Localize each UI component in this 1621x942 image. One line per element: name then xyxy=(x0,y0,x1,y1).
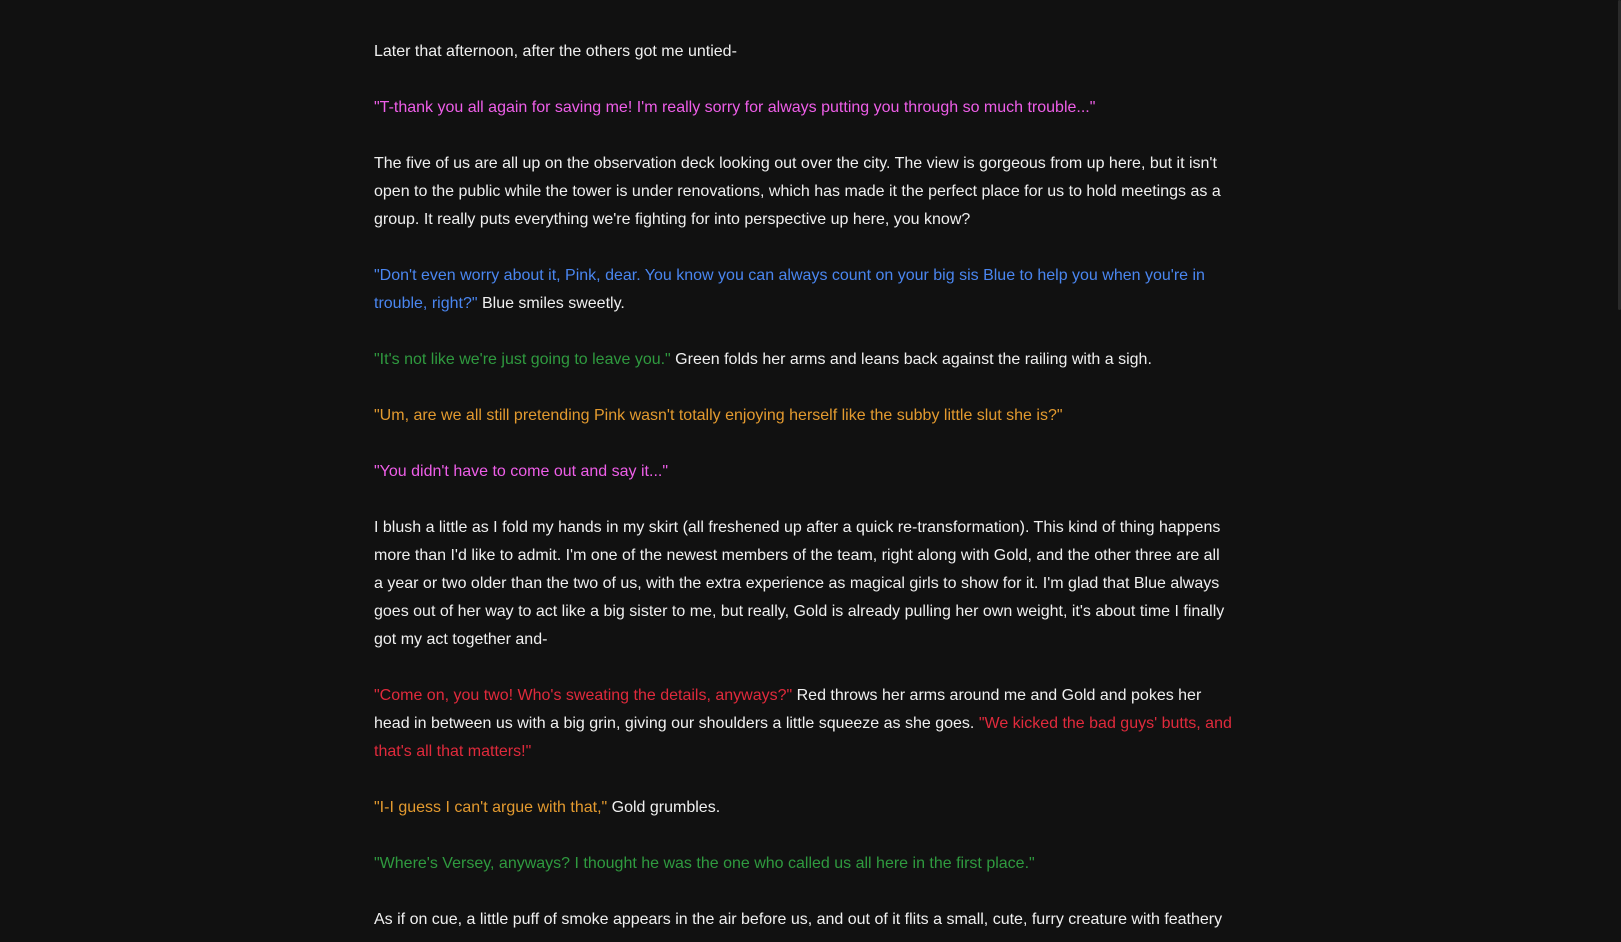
story-text xyxy=(374,38,1232,942)
dialogue-gold: "Um, are we all still pretending Pink wasn't totally enjoying herself like the subby little slut she is?" xyxy=(374,407,1063,424)
paragraph xyxy=(374,514,1232,654)
paragraph xyxy=(374,682,1232,766)
narration-text: Gold grumbles. xyxy=(607,799,721,816)
narration-text: Red throws her arms around me and Gold and pokes her head in between us with a big grin, giving our shoulders a little squeeze as she goes. xyxy=(374,687,1202,732)
narration-text: Green folds her arms and leans back against the railing with a sigh. xyxy=(670,351,1152,368)
vertical-scrollbar[interactable] xyxy=(1613,0,1621,942)
dialogue-red: "Come on, you two! Who's sweating the details, anyways?" xyxy=(374,687,793,704)
paragraph xyxy=(374,346,1232,374)
paragraph xyxy=(374,794,1232,822)
paragraph xyxy=(374,262,1232,318)
dialogue-pink: "T-thank you all again for saving me! I'm really sorry for always putting you through so much trouble..." xyxy=(374,99,1096,116)
dialogue-blue: "Don't even worry about it, Pink, dear. You know you can always count on your big sis Blue to help you when you're in trouble, right?" xyxy=(374,267,1205,312)
dialogue-green: "Where's Versey, anyways? I thought he was the one who called us all here in the first place." xyxy=(374,855,1035,872)
paragraph xyxy=(374,94,1232,122)
paragraph xyxy=(374,402,1232,430)
narration-text: I blush a little as I fold my hands in my skirt (all freshened up after a quick re-transformation). This kind of thing happens more than I'd like to admit. I'm one of the newest members of the team, right along with Gold, and the other three are all a year or two older than the two of us, with the extra experience as magical girls to show for it. I'm glad that Blue always goes out of her way to act like a big sister to me, but really, Gold is already pulling her own weight, it's about time I finally got my act together and- xyxy=(374,519,1225,648)
paragraph xyxy=(374,850,1232,878)
dialogue-red: "We kicked the bad guys' butts, and that's all that matters!" xyxy=(374,715,1232,760)
narration-text: Later that afternoon, after the others got me untied- xyxy=(374,43,737,60)
paragraph xyxy=(374,38,1232,66)
paragraph xyxy=(374,906,1232,934)
paragraph xyxy=(374,150,1232,234)
narration-text: The five of us are all up on the observation deck looking out over the city. The view is gorgeous from up here, but it isn't open to the public while the tower is under renovations, which has made it the perfect place for us to hold meetings as a group. It really puts everything we're fighting for into perspective up here, you know? xyxy=(374,155,1221,228)
dialogue-green: "It's not like we're just going to leave you." xyxy=(374,351,671,368)
narration-text: Blue smiles sweetly. xyxy=(477,295,625,312)
narration-text: As if on cue, a little puff of smoke appears in the air before us, and out of it flits a small, cute, furry creature with feathery xyxy=(374,911,1223,928)
dialogue-gold: "I-I guess I can't argue with that," xyxy=(374,799,608,816)
dialogue-pink: "You didn't have to come out and say it..." xyxy=(374,463,669,480)
paragraph xyxy=(374,458,1232,486)
